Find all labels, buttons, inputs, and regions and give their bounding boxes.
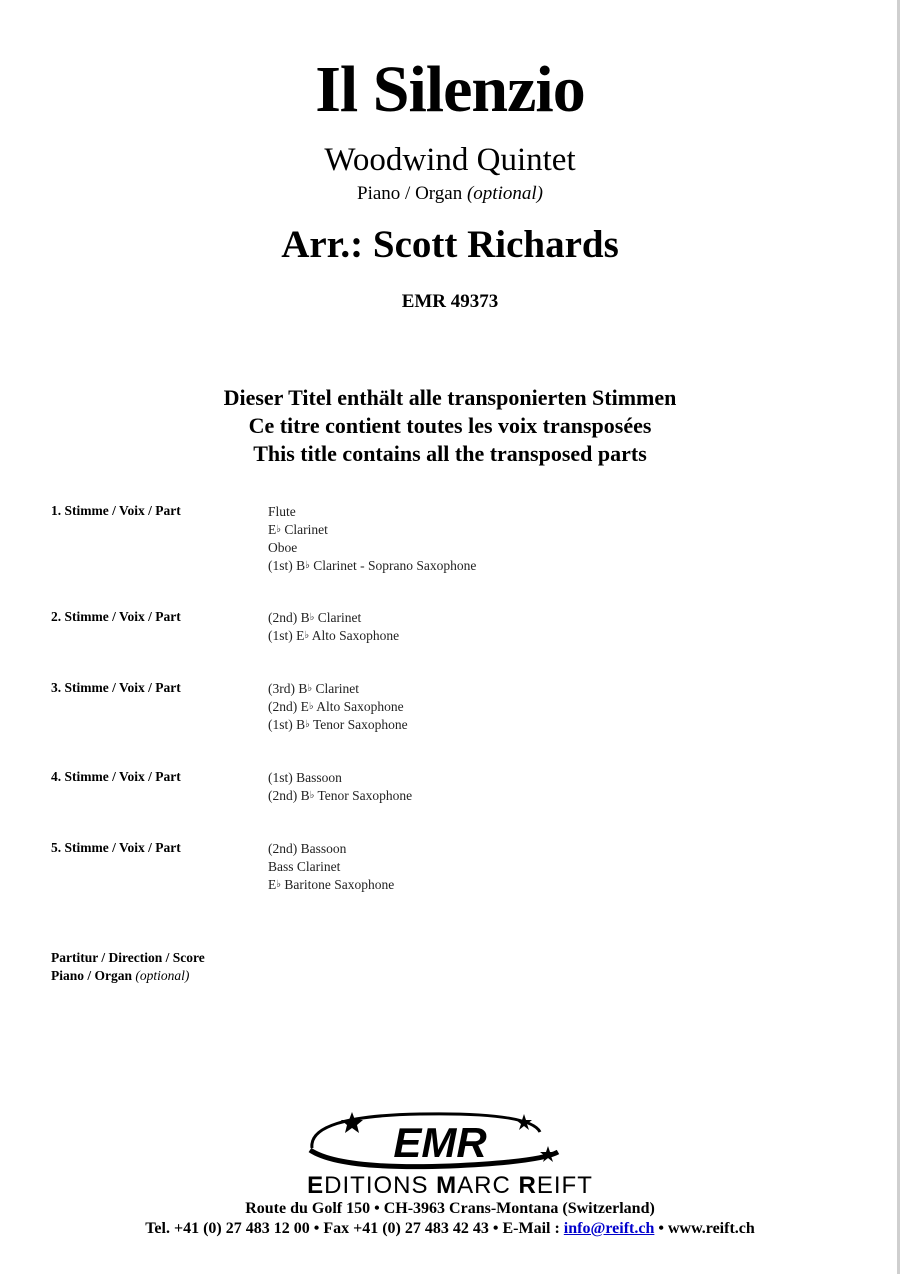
instrument-name-suffix: Clarinet - Soprano Saxophone xyxy=(309,558,477,573)
flat-sign-icon: ♭ xyxy=(304,630,310,641)
publisher-address: Route du Golf 150 • CH-3963 Crans-Montana (Switzerland) xyxy=(245,1200,655,1217)
publisher-name xyxy=(0,1172,900,1200)
instrument-name: (2nd) Bassoon xyxy=(268,841,347,856)
instrument-item xyxy=(268,716,408,734)
instrument-item xyxy=(268,680,408,698)
instrument-name-suffix: Alto Saxophone xyxy=(309,628,400,643)
instrument-name: (2nd) E xyxy=(268,699,309,714)
score-info xyxy=(51,949,205,985)
instrument-item xyxy=(268,769,412,787)
instrument-item xyxy=(268,557,476,575)
notice-french: Ce titre contient toutes les voix transposées xyxy=(248,413,652,438)
part-label: 4. Stimme / Voix / Part xyxy=(51,769,181,784)
instrument-name: (1st) B xyxy=(268,558,306,573)
instrument-item xyxy=(268,539,476,557)
flat-sign-icon: ♭ xyxy=(307,683,313,694)
instrument-name: Bass Clarinet xyxy=(268,859,341,874)
arranger: Arr.: Scott Richards xyxy=(281,223,619,266)
instrumentation-optional: (optional) xyxy=(466,183,543,204)
instrument-list xyxy=(268,680,408,734)
score-line: Partitur / Direction / Score xyxy=(51,950,205,965)
instrument-name: (1st) Bassoon xyxy=(268,770,342,785)
flat-sign-icon: ♭ xyxy=(305,560,310,571)
instrument-item xyxy=(268,627,399,645)
instrument-name: E xyxy=(268,877,277,892)
instrument-name: (2nd) B xyxy=(268,788,310,803)
publisher-name-part: ARC xyxy=(457,1172,519,1199)
flat-sign-icon: ♭ xyxy=(309,612,315,623)
instrument-item xyxy=(268,858,394,876)
instrument-item xyxy=(268,876,394,894)
publisher-name-part: R xyxy=(518,1172,537,1199)
part-label: 3. Stimme / Voix / Part xyxy=(51,680,181,695)
flat-sign-icon: ♭ xyxy=(309,790,315,801)
instrumentation-main: Piano / Organ xyxy=(357,183,463,204)
instrument-name: (1st) B xyxy=(268,717,306,732)
instrument-item xyxy=(268,521,476,539)
instrument-list xyxy=(268,769,412,805)
web-address: • www.reift.ch xyxy=(654,1220,755,1237)
instrument-list xyxy=(268,503,476,575)
instrument-name-suffix: Clarinet xyxy=(312,681,359,696)
instrument-name: (1st) E xyxy=(268,628,305,643)
instrument-name: (3rd) B xyxy=(268,681,308,696)
emr-logo xyxy=(300,1108,570,1174)
notice-english: This title contains all the transposed parts xyxy=(253,441,647,466)
part-label: 2. Stimme / Voix / Part xyxy=(51,609,181,624)
flat-sign-icon: ♭ xyxy=(276,879,281,890)
part-label: 1. Stimme / Voix / Part xyxy=(51,503,181,518)
contact-phone-fax: Tel. +41 (0) 27 483 12 00 • Fax +41 (0) 27 483 42 43 • E-Mail : xyxy=(145,1220,564,1237)
instrument-item xyxy=(268,609,399,627)
instrumentation-line xyxy=(0,183,900,205)
flat-sign-icon: ♭ xyxy=(308,701,314,712)
instrument-name: E xyxy=(268,522,277,537)
piece-title: Il Silenzio xyxy=(315,53,585,126)
publisher-contact xyxy=(0,1220,900,1238)
flat-sign-icon: ♭ xyxy=(305,719,310,730)
logo-star-top-icon xyxy=(516,1114,532,1130)
logo-star-left-icon xyxy=(341,1112,363,1133)
instrument-name-suffix: Oboe xyxy=(268,540,298,555)
instrument-item xyxy=(268,787,412,805)
instrument-list xyxy=(268,840,394,894)
notice-german: Dieser Titel enthält alle transponierten Stimmen xyxy=(223,385,677,410)
publisher-name-part: EIFT xyxy=(536,1172,593,1199)
instrument-name: (2nd) B xyxy=(268,610,310,625)
instrument-item xyxy=(268,840,394,858)
part-label: 5. Stimme / Voix / Part xyxy=(51,840,181,855)
publisher-name-part: DITIONS xyxy=(324,1172,437,1199)
logo-text: EMR xyxy=(393,1119,487,1166)
catalog-number: EMR 49373 xyxy=(401,291,499,312)
piano-organ-optional: (optional) xyxy=(135,968,190,983)
instrument-name-suffix: Tenor Saxophone xyxy=(314,788,413,803)
instrument-item xyxy=(268,503,476,521)
instrument-name-suffix: Baritone Saxophone xyxy=(280,877,395,892)
piano-organ-line xyxy=(51,967,205,985)
instrument-list xyxy=(268,609,399,645)
instrument-name-suffix: Alto Saxophone xyxy=(313,699,404,714)
instrument-name-suffix: Tenor Saxophone xyxy=(309,717,408,732)
instrument-item xyxy=(268,698,408,716)
ensemble-subtitle: Woodwind Quintet xyxy=(324,142,576,178)
piano-organ-label: Piano / Organ xyxy=(51,968,133,983)
instrument-name-suffix: Clarinet xyxy=(280,522,328,537)
email-link[interactable]: info@reift.ch xyxy=(563,1220,655,1237)
instrument-name-suffix: Clarinet xyxy=(314,610,362,625)
publisher-name-part: E xyxy=(307,1172,325,1199)
publisher-name-part: M xyxy=(436,1172,458,1199)
flat-sign-icon: ♭ xyxy=(276,524,281,535)
instrument-name-suffix: Flute xyxy=(268,504,296,519)
